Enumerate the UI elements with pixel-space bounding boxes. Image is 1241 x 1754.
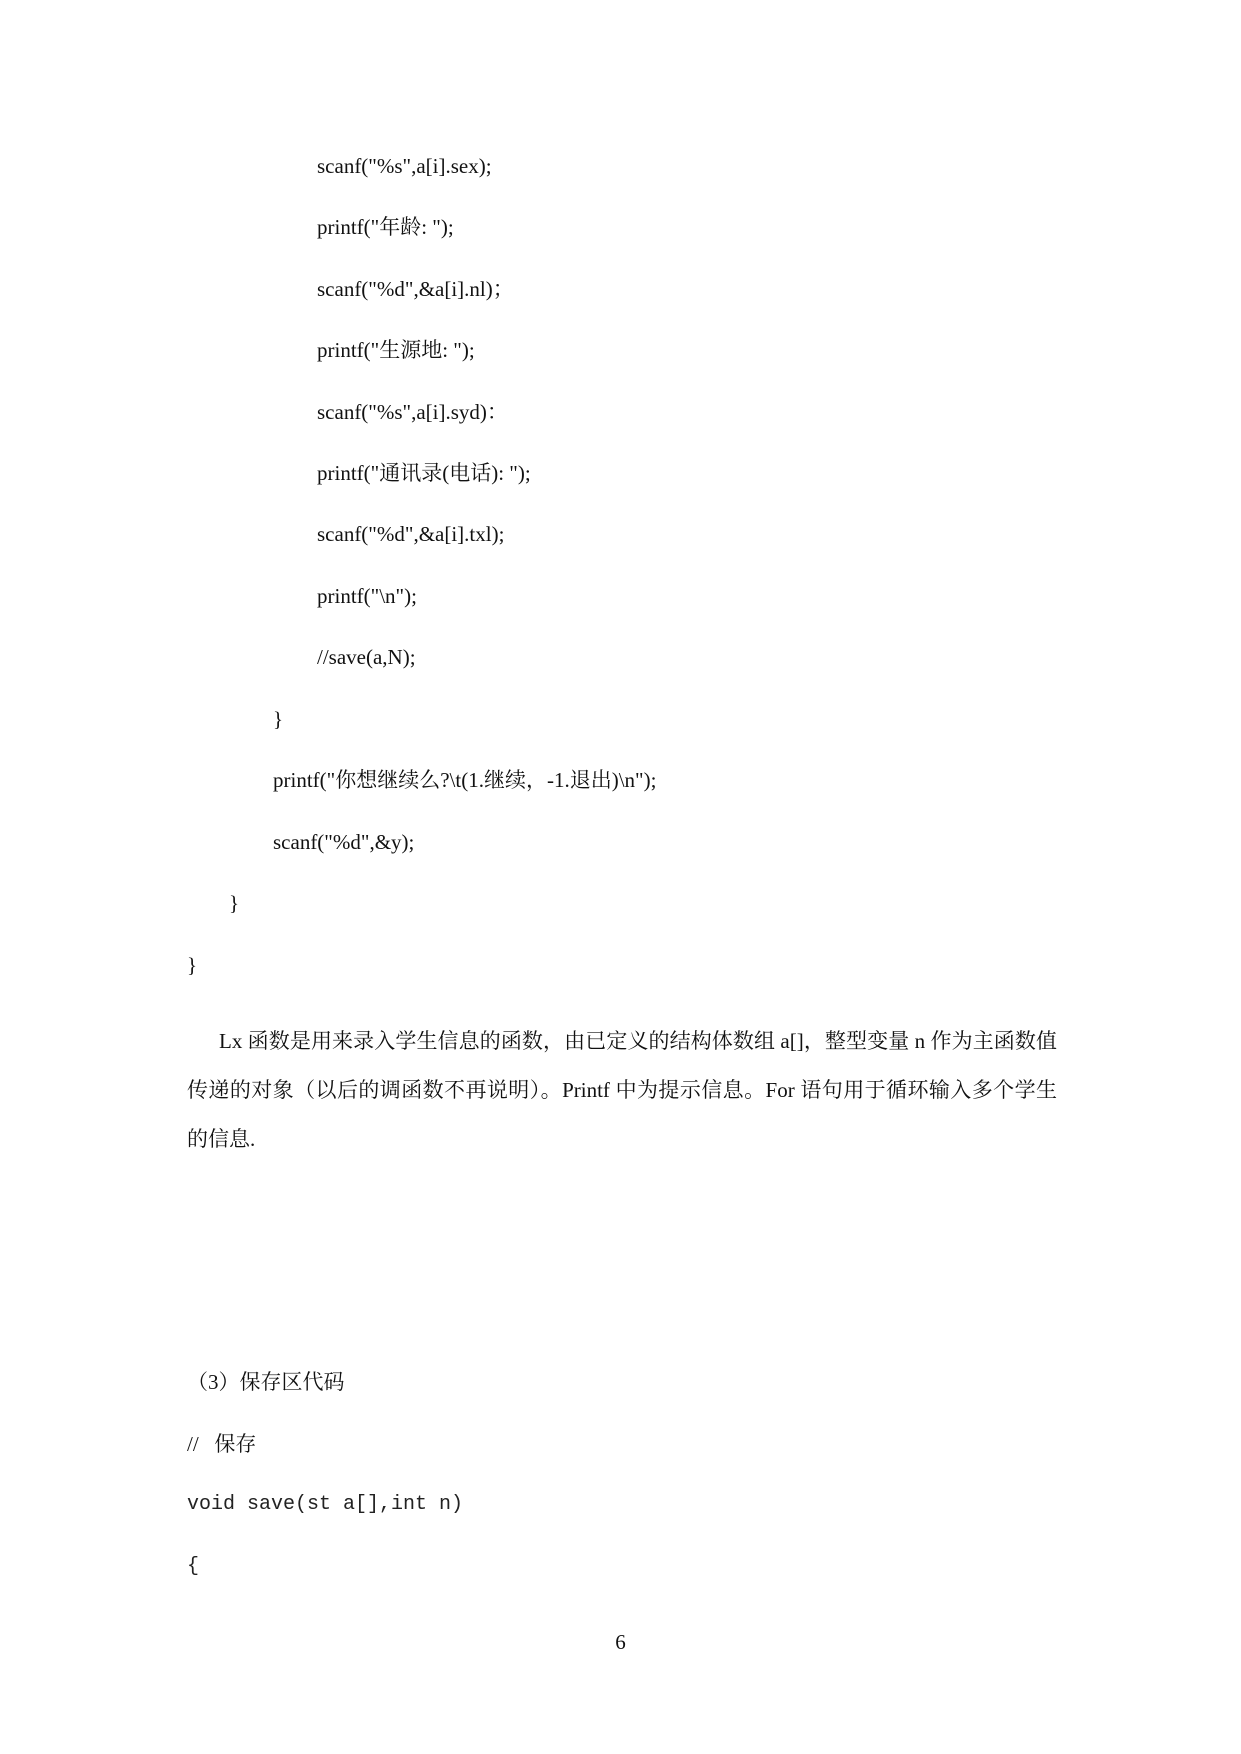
code-line: printf("生源地: "); [317, 338, 475, 362]
code-line: scanf("%d",&a[i].nl)； [317, 277, 514, 301]
code-line: } [229, 891, 240, 915]
code-brace: { [187, 1555, 200, 1578]
section-heading: （3）保存区代码 [187, 1370, 345, 1394]
code-line: scanf("%d",&y); [273, 830, 415, 854]
code-line: scanf("%s",a[i].syd)： [317, 400, 508, 424]
code-line: printf("年龄: "); [317, 215, 454, 239]
code-line: printf("你想继续么?\t(1.继续，-1.退出)\n"); [273, 768, 657, 792]
code-line: } [273, 707, 284, 731]
code-line: printf("\n"); [317, 584, 417, 608]
page-number: 6 [615, 1630, 626, 1654]
code-line: scanf("%d",&a[i].txl); [317, 522, 505, 546]
function-signature: void save(st a[],int n) [187, 1493, 464, 1516]
code-line: scanf("%s",a[i].sex); [317, 154, 492, 178]
description-paragraph: Lx 函数是用来录入学生信息的函数，由已定义的结构体数组 a[]，整型变量 n 作为主函数值传递的对象（以后的调函数不再说明）。Printf 中为提示信息。For 语句用于循环输入多个学生的信息. [187, 1029, 1057, 1151]
code-line: //save(a,N); [317, 645, 416, 669]
code-line: printf("通讯录(电话): "); [317, 461, 531, 485]
code-line: } [187, 953, 198, 977]
code-comment: // 保存 [187, 1432, 257, 1456]
